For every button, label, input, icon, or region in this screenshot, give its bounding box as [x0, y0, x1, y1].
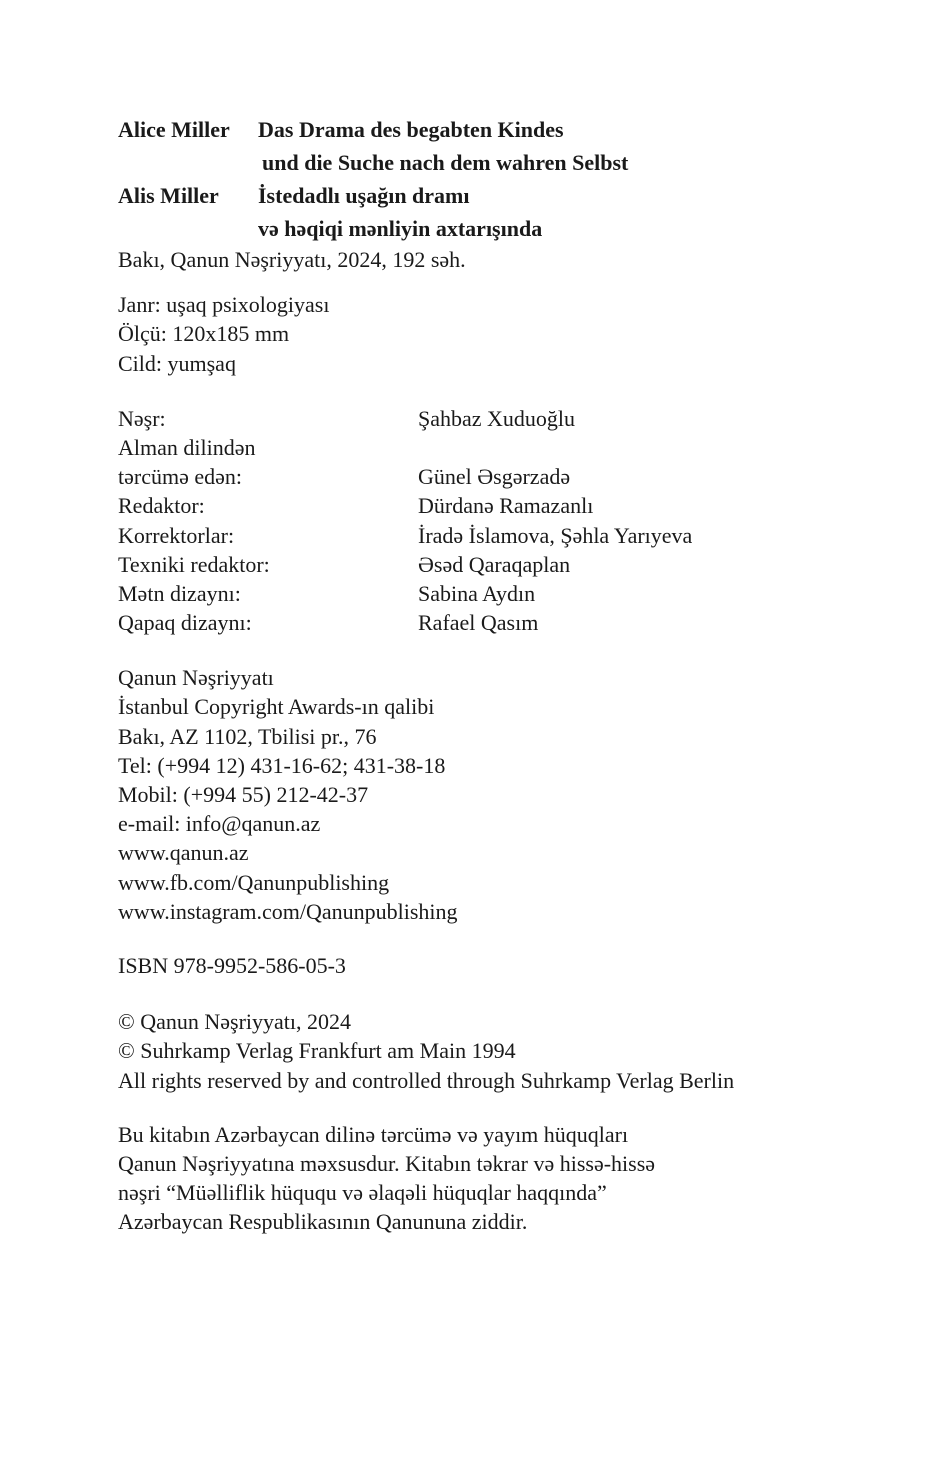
specs-block [118, 290, 878, 378]
publisher-facebook: www.fb.com/Qanunpublishing [118, 869, 390, 895]
credit-role: Alman dilindən [118, 434, 256, 460]
copyright-line: © Qanun Nəşriyyatı, 2024 [118, 1009, 352, 1035]
publisher-mobile: Mobil: (+994 55) 212-42-37 [118, 782, 369, 807]
copyright-line: All rights reserved by and controlled through Suhrkamp Verlag Berlin [118, 1067, 735, 1093]
credit-role: tərcümə edən: [118, 464, 242, 490]
copyright-line: © Suhrkamp Verlag Frankfurt am Main 1994 [118, 1038, 516, 1064]
publisher-website: www.qanun.az [118, 840, 249, 866]
credit-row [118, 521, 878, 550]
rights-notice-line: Azərbaycan Respublikasının Qanununa ziddir. [118, 1209, 528, 1235]
publisher-phone: Tel: (+994 12) 431-16-62; 431-38-18 [118, 752, 446, 778]
credit-row [118, 462, 878, 491]
title-block [118, 113, 878, 245]
rights-notice [118, 1120, 878, 1237]
copyright-page [118, 113, 878, 1236]
credit-name: Günel Əsgərzadə [418, 464, 571, 490]
az-author: Alis Miller [118, 183, 219, 208]
rights-notice-line: nəşri “Müəlliflik hüququ və əlaqəli hüquqlar haqqında” [118, 1180, 607, 1206]
spec-genre: Janr: uşaq psixologiyası [118, 292, 330, 318]
az-title-line2: və həqiqi mənliyin axtarışında [258, 216, 543, 241]
publisher-instagram: www.instagram.com/Qanunpublishing [118, 898, 458, 924]
publisher-email: e-mail: info@qanun.az [118, 811, 321, 837]
original-author: Alice Miller [118, 117, 230, 142]
credit-role: Qapaq dizaynı: [118, 610, 252, 636]
credit-name: Rafael Qasım [418, 610, 539, 636]
credit-role: Mətn dizaynı: [118, 580, 241, 606]
publisher-block [118, 663, 878, 926]
az-title-row-continued [118, 212, 878, 245]
spec-size: Ölçü: 120x185 mm [118, 321, 290, 347]
original-title-row [118, 113, 878, 146]
isbn: ISBN 978-9952-586-05-3 [118, 952, 346, 978]
credit-row [118, 608, 878, 637]
credit-name: İradə İslamova, Şəhla Yarıyeva [418, 522, 693, 548]
credit-role: Redaktor: [118, 493, 205, 519]
credit-name: Əsəd Qaraqaplan [418, 551, 571, 577]
credit-name: Şahbaz Xuduoğlu [418, 405, 576, 431]
publisher-address: Bakı, AZ 1102, Tbilisi pr., 76 [118, 723, 377, 749]
credit-name: Dürdanə Ramazanlı [418, 493, 594, 519]
rights-notice-line: Bu kitabın Azərbaycan dilinə tərcümə və yayım hüquqları [118, 1121, 629, 1147]
credit-row [118, 579, 878, 608]
spec-binding: Cild: yumşaq [118, 350, 236, 376]
az-title-row [118, 179, 878, 212]
az-title-line1: İstedadlı uşağın dramı [258, 183, 470, 208]
publisher-award: İstanbul Copyright Awards-ın qalibi [118, 694, 435, 720]
credits-block [118, 404, 878, 638]
original-title-line2: und die Suche nach dem wahren Selbst [262, 150, 629, 175]
credit-role: Nəşr: [118, 405, 166, 431]
original-title-row-continued [118, 146, 878, 179]
credit-role: Texniki redaktor: [118, 551, 270, 577]
credit-role: Korrektorlar: [118, 522, 235, 548]
credit-row [118, 404, 878, 433]
credit-row [118, 550, 878, 579]
copyright-block [118, 1007, 878, 1095]
imprint-line: Bakı, Qanun Nəşriyyatı, 2024, 192 səh. [118, 247, 466, 272]
original-title-line1: Das Drama des begabten Kindes [258, 117, 564, 142]
credit-row [118, 433, 878, 462]
credit-name: Sabina Aydın [418, 580, 536, 606]
credit-row [118, 491, 878, 520]
rights-notice-line: Qanun Nəşriyyatına məxsusdur. Kitabın təkrar və hissə-hissə [118, 1150, 656, 1176]
publisher-name: Qanun Nəşriyyatı [118, 665, 274, 691]
